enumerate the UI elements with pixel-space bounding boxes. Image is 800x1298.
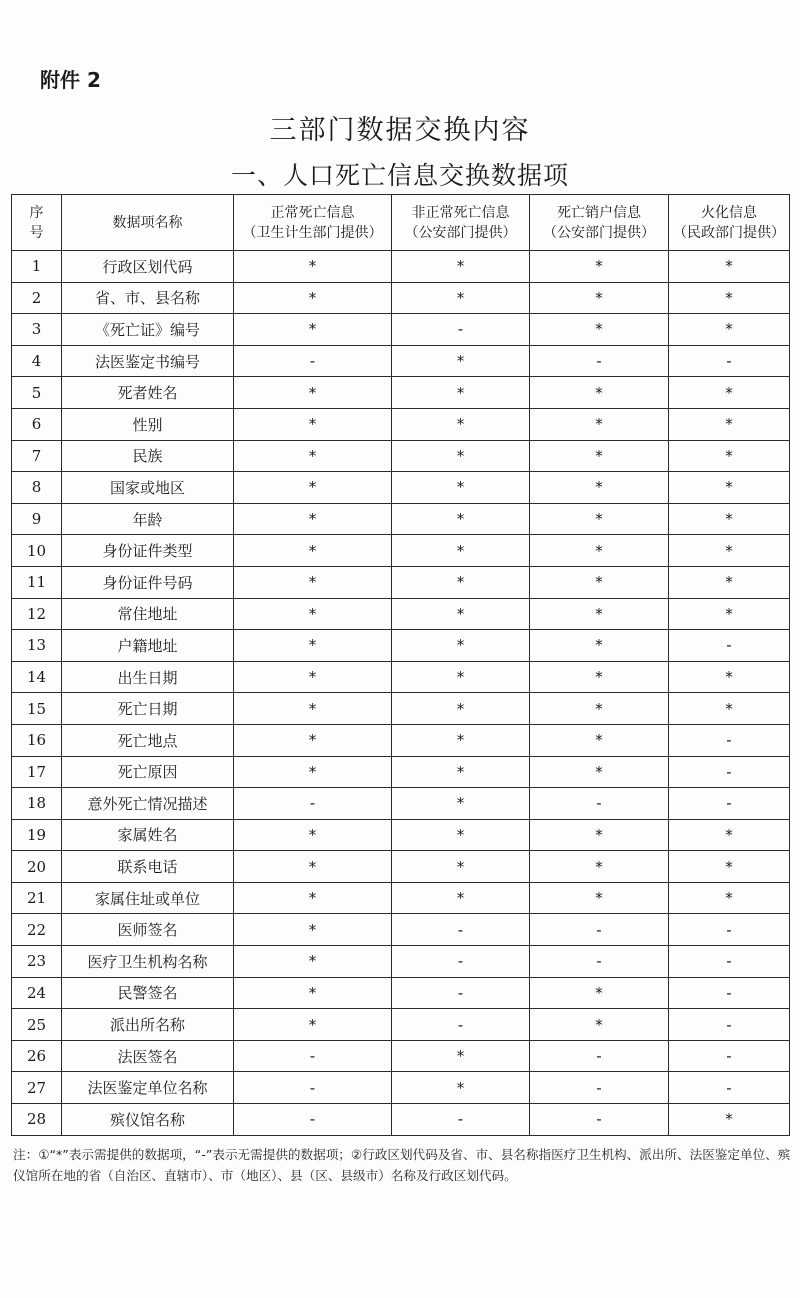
data-item-name: 身份证件号码 (62, 566, 234, 598)
provision-mark: * (392, 724, 530, 756)
provision-mark: * (392, 1040, 530, 1072)
header-text: （民政部门提供） (673, 224, 785, 241)
data-item-name: 联系电话 (62, 851, 234, 883)
row-number: 28 (12, 1104, 62, 1136)
provision-mark: - (530, 1072, 669, 1104)
provision-mark: * (234, 819, 392, 851)
table-row (12, 819, 790, 851)
provision-mark: * (669, 408, 790, 440)
provision-mark: - (669, 724, 790, 756)
provision-mark: - (234, 1104, 392, 1136)
provision-mark: * (234, 693, 392, 725)
provision-mark: * (234, 503, 392, 535)
provision-mark: * (392, 566, 530, 598)
provision-mark: - (234, 1072, 392, 1104)
row-number: 16 (12, 724, 62, 756)
provision-mark: * (669, 440, 790, 472)
data-item-name: 民警签名 (62, 977, 234, 1009)
data-item-name: 法医签名 (62, 1040, 234, 1072)
provision-mark: * (530, 851, 669, 883)
table-row (12, 1009, 790, 1041)
row-number: 9 (12, 503, 62, 535)
header-deregistration (530, 195, 669, 251)
provision-mark: - (530, 345, 669, 377)
provision-mark: * (530, 377, 669, 409)
data-item-name: 医疗卫生机构名称 (62, 946, 234, 978)
header-text: （公安部门提供） (404, 224, 517, 241)
section-subtitle: 一、人口死亡信息交换数据项 (230, 161, 569, 190)
provision-mark: * (234, 661, 392, 693)
row-number: 7 (12, 440, 62, 472)
provision-mark: * (392, 345, 530, 377)
provision-mark: * (234, 882, 392, 914)
data-item-name: 《死亡证》编号 (62, 314, 234, 346)
provision-mark: - (669, 1040, 790, 1072)
row-number: 19 (12, 819, 62, 851)
provision-mark: * (669, 566, 790, 598)
provision-mark: - (669, 1009, 790, 1041)
table-row (12, 661, 790, 693)
provision-mark: * (392, 661, 530, 693)
provision-mark: * (530, 1009, 669, 1041)
data-item-name: 派出所名称 (62, 1009, 234, 1041)
provision-mark: * (392, 819, 530, 851)
provision-mark: - (234, 345, 392, 377)
provision-mark: * (234, 251, 392, 283)
provision-mark: * (530, 440, 669, 472)
data-item-name: 身份证件类型 (62, 535, 234, 567)
header-item-name (62, 195, 234, 251)
header-text: 序 (29, 204, 44, 221)
provision-mark: - (530, 914, 669, 946)
row-number: 12 (12, 598, 62, 630)
provision-mark: * (392, 598, 530, 630)
data-item-name: 行政区划代码 (62, 251, 234, 283)
data-item-name: 出生日期 (62, 661, 234, 693)
row-number: 13 (12, 630, 62, 662)
table-header-row (12, 195, 790, 251)
provision-mark: * (669, 819, 790, 851)
header-cremation (669, 195, 790, 251)
provision-mark: * (669, 251, 790, 283)
header-text: （卫生计生部门提供） (242, 224, 383, 241)
provision-mark: * (530, 724, 669, 756)
table-row (12, 408, 790, 440)
provision-mark: * (530, 756, 669, 788)
provision-mark: * (530, 882, 669, 914)
header-text: （公安部门提供） (543, 224, 655, 241)
provision-mark: - (392, 1104, 530, 1136)
row-number: 24 (12, 977, 62, 1009)
data-item-name: 医师签名 (62, 914, 234, 946)
provision-mark: * (392, 630, 530, 662)
provision-mark: * (392, 503, 530, 535)
row-number: 6 (12, 408, 62, 440)
provision-mark: * (530, 472, 669, 504)
provision-mark: * (234, 598, 392, 630)
provision-mark: * (530, 819, 669, 851)
table-row (12, 1072, 790, 1104)
provision-mark: * (234, 851, 392, 883)
provision-mark: - (392, 314, 530, 346)
data-item-name: 省、市、县名称 (62, 282, 234, 314)
table-row (12, 1104, 790, 1136)
row-number: 21 (12, 882, 62, 914)
row-number: 11 (12, 566, 62, 598)
data-item-name: 法医鉴定书编号 (62, 345, 234, 377)
provision-mark: * (392, 882, 530, 914)
row-number: 25 (12, 1009, 62, 1041)
header-index (12, 195, 62, 251)
table-row (12, 282, 790, 314)
table-body (12, 251, 790, 1136)
data-item-name: 国家或地区 (62, 472, 234, 504)
provision-mark: * (530, 693, 669, 725)
provision-mark: * (234, 756, 392, 788)
data-item-name: 年龄 (62, 503, 234, 535)
table-row (12, 345, 790, 377)
provision-mark: * (669, 851, 790, 883)
provision-mark: - (392, 914, 530, 946)
provision-mark: * (530, 566, 669, 598)
provision-mark: * (234, 724, 392, 756)
provision-mark: - (669, 630, 790, 662)
row-number: 10 (12, 535, 62, 567)
provision-mark: * (234, 472, 392, 504)
row-number: 14 (12, 661, 62, 693)
row-number: 26 (12, 1040, 62, 1072)
provision-mark: * (234, 566, 392, 598)
table-row (12, 977, 790, 1009)
provision-mark: - (530, 788, 669, 820)
data-item-name: 性别 (62, 408, 234, 440)
provision-mark: - (234, 1040, 392, 1072)
data-items-table (11, 194, 790, 1136)
provision-mark: * (392, 472, 530, 504)
table-row (12, 1040, 790, 1072)
row-number: 18 (12, 788, 62, 820)
provision-mark: * (392, 440, 530, 472)
provision-mark: - (234, 788, 392, 820)
table-row (12, 851, 790, 883)
provision-mark: - (669, 345, 790, 377)
document-title: 三部门数据交换内容 (269, 115, 531, 146)
table-row (12, 377, 790, 409)
provision-mark: - (530, 1104, 669, 1136)
header-normal-death (234, 195, 392, 251)
attachment-label: 附件 2 (40, 68, 101, 92)
provision-mark: - (669, 914, 790, 946)
provision-mark: * (392, 756, 530, 788)
header-text: 号 (29, 224, 44, 241)
row-number: 27 (12, 1072, 62, 1104)
provision-mark: - (669, 977, 790, 1009)
provision-mark: * (530, 977, 669, 1009)
table-row (12, 882, 790, 914)
row-number: 17 (12, 756, 62, 788)
provision-mark: * (669, 661, 790, 693)
data-item-name: 户籍地址 (62, 630, 234, 662)
provision-mark: * (234, 314, 392, 346)
provision-mark: * (530, 282, 669, 314)
data-item-name: 法医鉴定单位名称 (62, 1072, 234, 1104)
provision-mark: - (392, 946, 530, 978)
provision-mark: * (234, 440, 392, 472)
provision-mark: - (669, 756, 790, 788)
provision-mark: * (392, 1072, 530, 1104)
header-text: 正常死亡信息 (270, 204, 355, 221)
table-row (12, 756, 790, 788)
data-item-name: 意外死亡情况描述 (62, 788, 234, 820)
header-text: 火化信息 (701, 204, 757, 221)
data-item-name: 死者姓名 (62, 377, 234, 409)
header-text: 非正常死亡信息 (411, 204, 510, 221)
data-item-name: 家属住址或单位 (62, 882, 234, 914)
table-row (12, 472, 790, 504)
provision-mark: * (392, 693, 530, 725)
provision-mark: * (669, 472, 790, 504)
data-item-name: 常住地址 (62, 598, 234, 630)
table-row (12, 693, 790, 725)
table-row (12, 630, 790, 662)
provision-mark: * (530, 535, 669, 567)
provision-mark: * (530, 314, 669, 346)
data-item-name: 殡仪馆名称 (62, 1104, 234, 1136)
provision-mark: * (530, 661, 669, 693)
provision-mark: - (530, 946, 669, 978)
table-row (12, 914, 790, 946)
data-item-name: 死亡地点 (62, 724, 234, 756)
row-number: 8 (12, 472, 62, 504)
provision-mark: * (669, 598, 790, 630)
table-row (12, 314, 790, 346)
provision-mark: * (392, 851, 530, 883)
provision-mark: - (669, 1072, 790, 1104)
provision-mark: - (530, 1040, 669, 1072)
provision-mark: * (392, 788, 530, 820)
row-number: 2 (12, 282, 62, 314)
provision-mark: * (669, 314, 790, 346)
row-number: 4 (12, 345, 62, 377)
header-text: 死亡销户信息 (557, 204, 641, 221)
data-item-name: 民族 (62, 440, 234, 472)
provision-mark: * (669, 377, 790, 409)
table-row (12, 503, 790, 535)
provision-mark: * (234, 977, 392, 1009)
provision-mark: * (392, 251, 530, 283)
provision-mark: * (392, 282, 530, 314)
provision-mark: * (392, 535, 530, 567)
table-row (12, 946, 790, 978)
provision-mark: * (530, 598, 669, 630)
data-item-name: 死亡日期 (62, 693, 234, 725)
provision-mark: * (234, 535, 392, 567)
provision-mark: * (234, 630, 392, 662)
provision-mark: * (669, 535, 790, 567)
header-text: 数据项名称 (112, 214, 183, 231)
row-number: 3 (12, 314, 62, 346)
provision-mark: - (669, 788, 790, 820)
provision-mark: * (669, 503, 790, 535)
row-number: 22 (12, 914, 62, 946)
table-row (12, 724, 790, 756)
provision-mark: * (530, 630, 669, 662)
footnote: 注：①“*”表示需提供的数据项，“-”表示无需提供的数据项；②行政区划代码及省、市、县名称指医疗卫生机构、派出所、法医鉴定单位、殡仪馆所在地的省（自治区、直辖市）、市（地区）、县（区、县级市）名称及行政区划代码。 (13, 1147, 791, 1183)
table-row (12, 788, 790, 820)
provision-mark: * (669, 882, 790, 914)
row-number: 15 (12, 693, 62, 725)
header-abnormal-death (392, 195, 530, 251)
provision-mark: * (234, 282, 392, 314)
provision-mark: * (669, 693, 790, 725)
row-number: 23 (12, 946, 62, 978)
provision-mark: * (234, 377, 392, 409)
table-row (12, 566, 790, 598)
provision-mark: * (669, 282, 790, 314)
provision-mark: * (530, 251, 669, 283)
provision-mark: - (392, 1009, 530, 1041)
provision-mark: * (669, 1104, 790, 1136)
table-row (12, 598, 790, 630)
provision-mark: * (234, 914, 392, 946)
provision-mark: * (234, 946, 392, 978)
provision-mark: * (234, 408, 392, 440)
provision-mark: * (392, 408, 530, 440)
provision-mark: - (392, 977, 530, 1009)
row-number: 5 (12, 377, 62, 409)
table-row (12, 440, 790, 472)
provision-mark: - (669, 946, 790, 978)
provision-mark: * (234, 1009, 392, 1041)
table-row (12, 535, 790, 567)
provision-mark: * (392, 377, 530, 409)
data-item-name: 家属姓名 (62, 819, 234, 851)
provision-mark: * (530, 408, 669, 440)
provision-mark: * (530, 503, 669, 535)
table-row (12, 251, 790, 283)
data-item-name: 死亡原因 (62, 756, 234, 788)
row-number: 20 (12, 851, 62, 883)
row-number: 1 (12, 251, 62, 283)
